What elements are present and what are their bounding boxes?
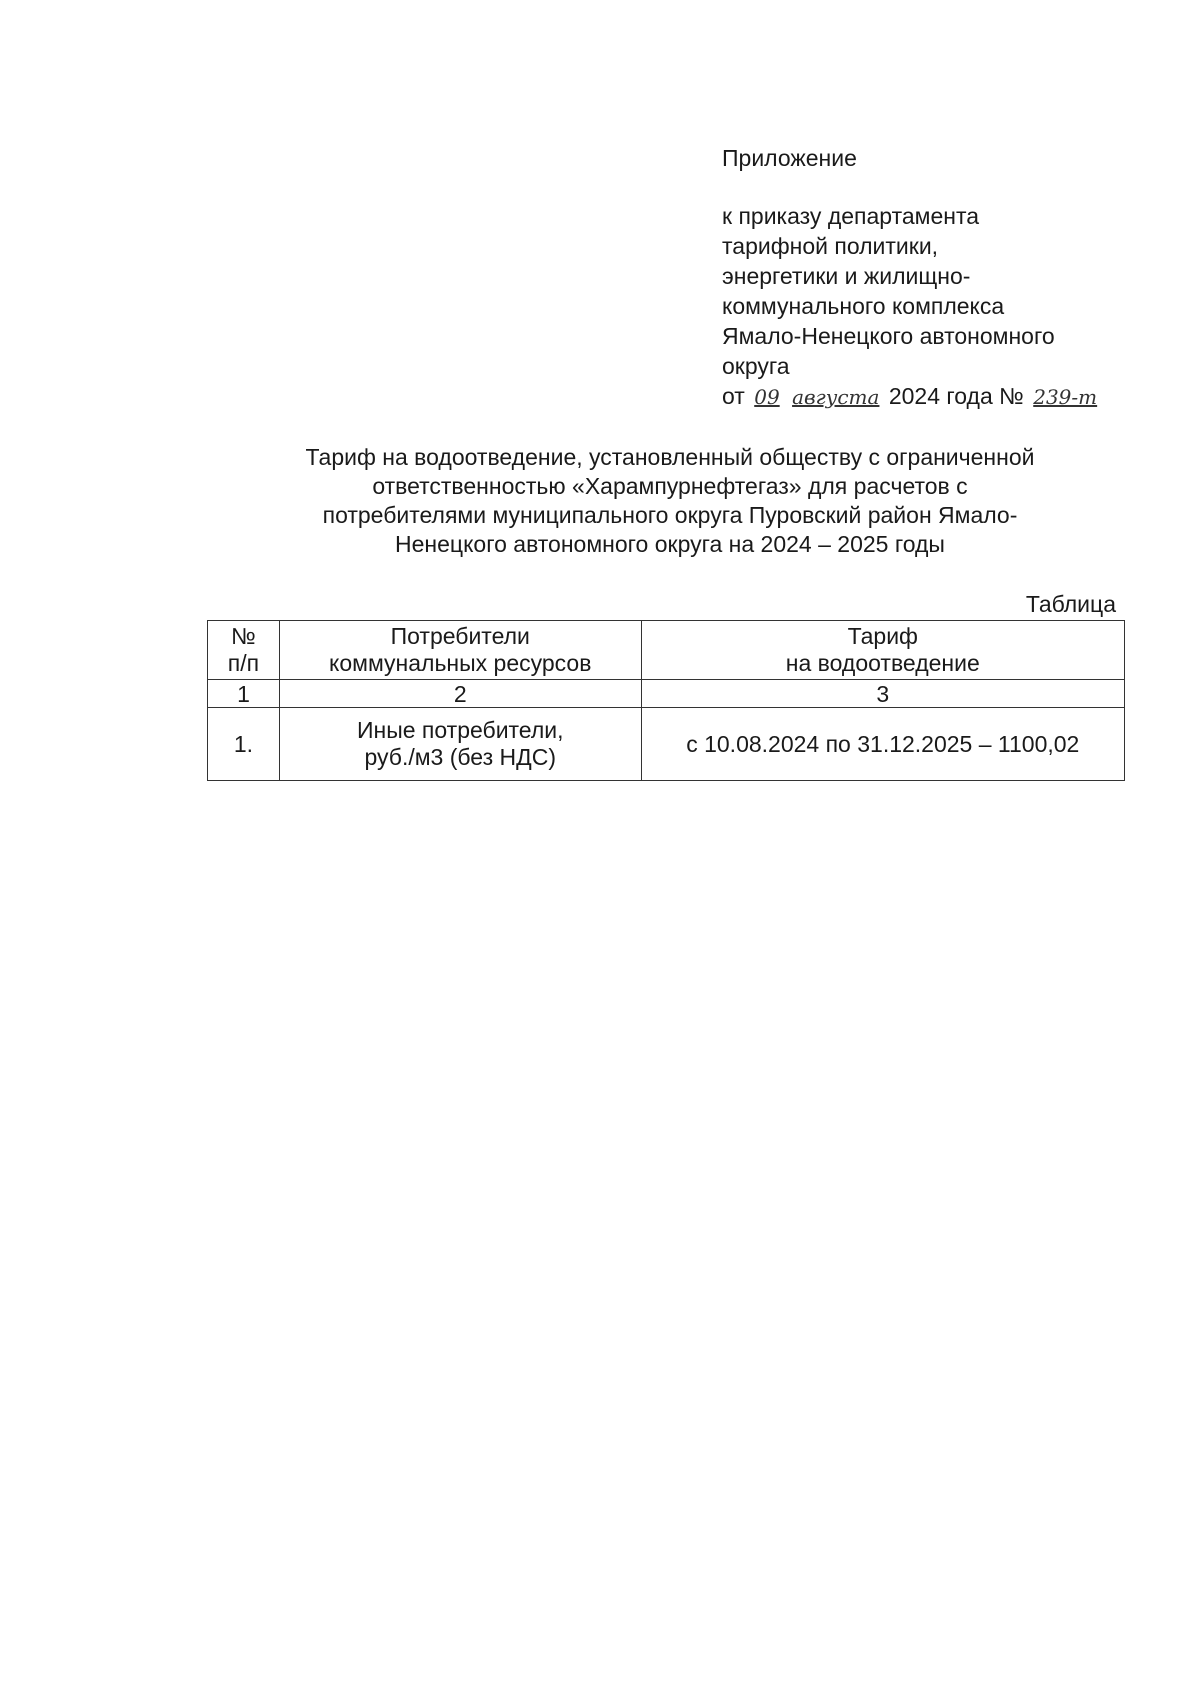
header-cell-tariff: Тариф на водоотведение bbox=[641, 621, 1124, 680]
title-line: потребителями муниципального округа Пуровский район Ямало- bbox=[322, 502, 1018, 528]
appendix-line: Ямало-Ненецкого автономного bbox=[722, 323, 1055, 349]
table-row bbox=[208, 708, 1125, 781]
date-year: 2024 года № bbox=[888, 383, 1024, 409]
appendix-block bbox=[722, 143, 1142, 412]
title-line: Ненецкого автономного округа на 2024 – 2025 годы bbox=[395, 531, 945, 557]
row-tariff-cell: с 10.08.2024 по 31.12.2025 – 1100,02 bbox=[641, 708, 1124, 781]
appendix-line: энергетики и жилищно- bbox=[722, 263, 971, 289]
title-line: Тариф на водоотведение, установленный обществу с ограниченной bbox=[305, 444, 1035, 470]
appendix-line: коммунального комплекса bbox=[722, 293, 1005, 319]
appendix-line: округа bbox=[722, 353, 790, 379]
handwritten-order-number: 239-т bbox=[1033, 385, 1098, 409]
date-prefix: от bbox=[722, 383, 745, 409]
appendix-lines bbox=[722, 201, 1142, 412]
column-number-cell: 2 bbox=[279, 680, 641, 708]
column-number-row bbox=[208, 680, 1125, 708]
title-line: ответственностью «Харампурнефтегаз» для расчетов с bbox=[372, 473, 968, 499]
document-title bbox=[230, 443, 1110, 559]
header-cell-consumers: Потребители коммунальных ресурсов bbox=[279, 621, 641, 680]
appendix-date-line bbox=[722, 381, 1142, 412]
column-number-cell: 1 bbox=[208, 680, 280, 708]
handwritten-day: 09 bbox=[754, 385, 780, 409]
row-number-cell: 1. bbox=[208, 708, 280, 781]
table-header-row bbox=[208, 621, 1125, 680]
header-cell-number: № п/п bbox=[208, 621, 280, 680]
appendix-line: к приказу департамента bbox=[722, 203, 980, 229]
table-caption: Таблица bbox=[1025, 591, 1116, 617]
column-number-cell: 3 bbox=[641, 680, 1124, 708]
appendix-title: Приложение bbox=[722, 145, 857, 171]
appendix-line: тарифной политики, bbox=[722, 233, 939, 259]
row-consumer-cell: Иные потребители, руб./м3 (без НДС) bbox=[279, 708, 641, 781]
tariff-table bbox=[207, 620, 1125, 781]
handwritten-month: августа bbox=[792, 385, 880, 409]
